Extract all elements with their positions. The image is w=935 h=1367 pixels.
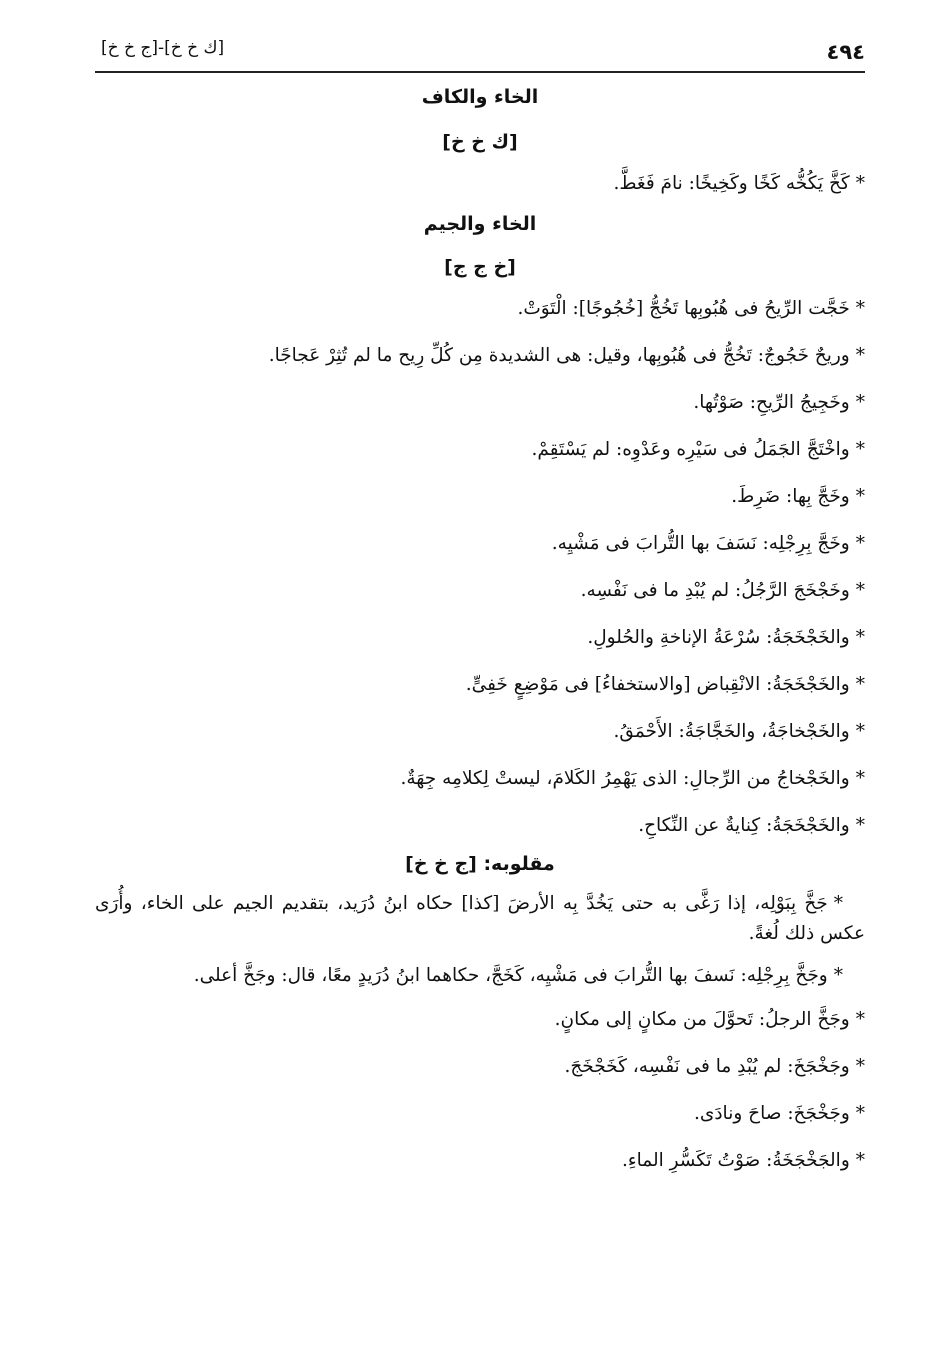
entry-paragraph: *وخَجَّ بِها: ضَرِطَ. — [731, 486, 865, 507]
entry-paragraph: *وخَجْخَجَ الرَّجُلُ: لم يُبْدِ ما فى نَفْسِه. — [580, 580, 865, 601]
page-number: ٤٩٤ — [826, 40, 865, 64]
entry-paragraph: *والخَجْخَجَةُ: الانْقِباض [والاستخفاءُ] فى مَوْضِعٍ خَفِىٍّ. — [465, 674, 865, 695]
header-rule — [95, 71, 865, 73]
entry-paragraph: *وجَخَّ الرجلُ: تَحوَّلَ من مكانٍ إلى مكانٍ. — [554, 1009, 865, 1030]
entry-paragraph: *وجَخْجَخَ: صاحَ ونادَى. — [693, 1103, 865, 1124]
section-heading: الخاء والجيم — [423, 213, 537, 235]
entry-paragraph: *وخَجَّ بِرِجْلِه: نَسَفَ بها التُّرابَ فى مَشْيِه. — [551, 533, 865, 554]
section-heading: الخاء والكاف — [421, 86, 539, 108]
entry-paragraph: *وجَخَّ بِرِجْلِه: نَسفَ بها التُّرابَ فى مَشْيِه، كَخَجَّ، حكاهما ابنُ دُرَيدٍ معًا، قال: وجَخَّ أعلى. — [193, 965, 843, 986]
entry-paragraph: *وخَجِيجُ الرِّيحِ: صَوْتُها. — [693, 392, 865, 413]
entry-paragraph: *وجَخْجَخَ: لم يُبْدِ ما فى نَفْسِه، كَخَجْخَجَ. — [564, 1056, 865, 1077]
entry-paragraph: *والخَجْخَجَةُ: سُرْعَةُ الإناخةِ والحُلولِ. — [587, 627, 865, 648]
entry-paragraph: *خَجَّت الرِّيحُ فى هُبُوبِها تَخُجُّ [خُجُوجًا]: الْتَوَتْ. — [517, 298, 865, 319]
dictionary-page — [95, 30, 865, 1174]
entry-paragraph: *والخَجْخَجَةُ: كِنايةٌ عن النِّكاحِ. — [638, 815, 865, 836]
root-heading: [ك خ خ] — [442, 131, 518, 153]
page-body — [95, 74, 865, 1174]
entry-paragraph: *والخَجْخاجُ من الرِّجالِ: الذى يَهْمِرُ الكَلامَ، ليستْ لِكلامِه جِهَةٌ. — [400, 768, 865, 789]
root-heading: [خ ج ج] — [444, 256, 516, 278]
entry-paragraph: *واخْتَجَّ الجَمَلُ فى سَيْرِه وعَدْوِه: لم يَسْتَقِمْ. — [531, 439, 865, 460]
running-head: [ك خ خ]-[ج خ خ] — [101, 38, 225, 58]
entry-paragraph: *والجَخْجَخَةُ: صَوْتُ تَكَسُّرِ الماءِ. — [622, 1150, 865, 1171]
entry-paragraph: *جَخَّ بِبَوْلِه، إذا رَغَّى به حتى يَخُدَّ بِه الأرضَ [كذا] حكاه ابنُ دُرَيد، بتقديم الجيم على الخاء، وأُرَى عكس ذلك لُغةً. — [95, 893, 865, 944]
page-header — [95, 30, 865, 74]
entry-paragraph: *كَخَّ يَكُخُّه كَخًا وكَخِيخًا: نامَ فَغَطَّ. — [613, 173, 865, 194]
entry-paragraph: *والخَجْخاجَةُ، والخَجَّاجَةُ: الأَحْمَقُ. — [613, 721, 865, 742]
entry-paragraph: *وريحٌ خَجُوجٌ: تَخُجُّ فى هُبُوبِها، وقيل: هى الشديدة مِن كُلِّ رِيح ما لم تُثِرْ عَجاجًا. — [268, 345, 865, 366]
section-heading: مقلوبه: [ج خ خ] — [405, 853, 555, 875]
